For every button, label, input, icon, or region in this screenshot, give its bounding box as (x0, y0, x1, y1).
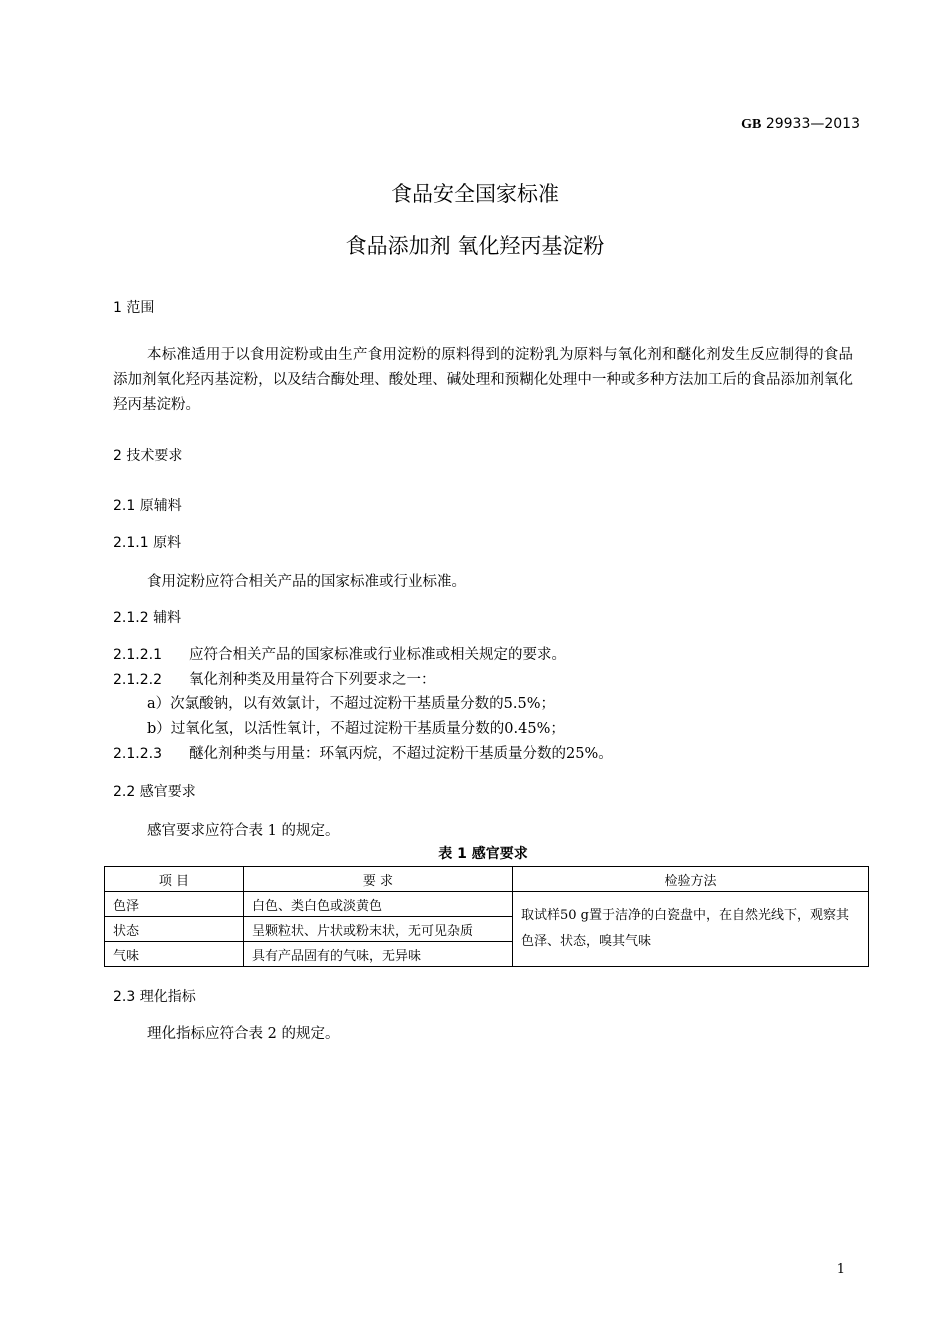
table-header-cell: 要 求 (244, 867, 513, 892)
clause-2-1-2-3 (113, 742, 613, 763)
section-2-2-heading: 2.2 感官要求 (113, 784, 196, 800)
table-header-row (105, 867, 869, 892)
clause-number: 2.1.2.1 (113, 647, 162, 663)
table-row (105, 892, 869, 917)
clause-number: 2.1.2.2 (113, 672, 162, 688)
section-2-1-1-text: 食用淀粉应符合相关产品的国家标准或行业标准。 (147, 574, 466, 590)
table-1-caption: 表 1 感官要求 (438, 846, 528, 862)
table-1 (104, 866, 869, 967)
section-1-heading: 1 范围 (113, 300, 155, 316)
table-cell-item: 色泽 (105, 892, 244, 917)
table-cell-item: 气味 (105, 942, 244, 967)
standard-prefix: GB (741, 117, 762, 132)
table-header-cell: 检验方法 (513, 867, 869, 892)
list-item-b: b）过氧化氢，以活性氧计，不超过淀粉干基质量分数的0.45%； (147, 721, 565, 737)
table-cell-item: 状态 (105, 917, 244, 942)
section-2-1-2-heading: 2.1.2 辅料 (113, 610, 182, 626)
clause-text: 醚化剂种类与用量：环氧丙烷，不超过淀粉干基质量分数的25%。 (189, 746, 613, 762)
table-cell-requirement: 呈颗粒状、片状或粉末状，无可见杂质 (244, 917, 513, 942)
clause-2-1-2-1 (113, 643, 566, 664)
section-1-paragraph: 本标准适用于以食用淀粉或由生产食用淀粉的原料得到的淀粉乳为原料与氧化剂和醚化剂发生反应制得的食品添加剂氧化羟丙基淀粉，以及结合酶处理、酸处理、碱处理和预糊化处理中一种或多种方法加工后的食品添加剂氧化羟丙基淀粉。 (113, 347, 853, 413)
clause-2-1-2-2 (113, 668, 436, 689)
table-header-cell: 项 目 (105, 867, 244, 892)
table-cell-requirement: 白色、类白色或淡黄色 (244, 892, 513, 917)
section-2-3-text: 理化指标应符合表 2 的规定。 (147, 1026, 340, 1042)
standard-code: 29933—2013 (765, 116, 860, 132)
page-number: 1 (836, 1262, 845, 1277)
section-2-2-text: 感官要求应符合表 1 的规定。 (147, 823, 340, 839)
clause-text: 应符合相关产品的国家标准或行业标准或相关规定的要求。 (189, 647, 566, 663)
table-cell-requirement: 具有产品固有的气味，无异味 (244, 942, 513, 967)
section-2-1-heading: 2.1 原辅料 (113, 498, 182, 514)
document-subtitle: 食品添加剂 氧化羟丙基淀粉 (345, 234, 605, 258)
section-2-1-1-heading: 2.1.1 原料 (113, 535, 182, 551)
table-cell-method: 取试样50 g置于洁净的白瓷盘中，在自然光线下，观察其色泽、状态，嗅其气味 (513, 892, 869, 967)
section-2-3-heading: 2.3 理化指标 (113, 989, 196, 1005)
clause-number: 2.1.2.3 (113, 746, 162, 762)
list-item-a: a）次氯酸钠，以有效氯计，不超过淀粉干基质量分数的5.5%； (147, 696, 555, 712)
clause-text: 氧化剂种类及用量符合下列要求之一： (189, 672, 436, 688)
standard-number (741, 116, 860, 133)
section-2-heading: 2 技术要求 (113, 448, 183, 464)
document-title: 食品安全国家标准 (391, 182, 559, 206)
